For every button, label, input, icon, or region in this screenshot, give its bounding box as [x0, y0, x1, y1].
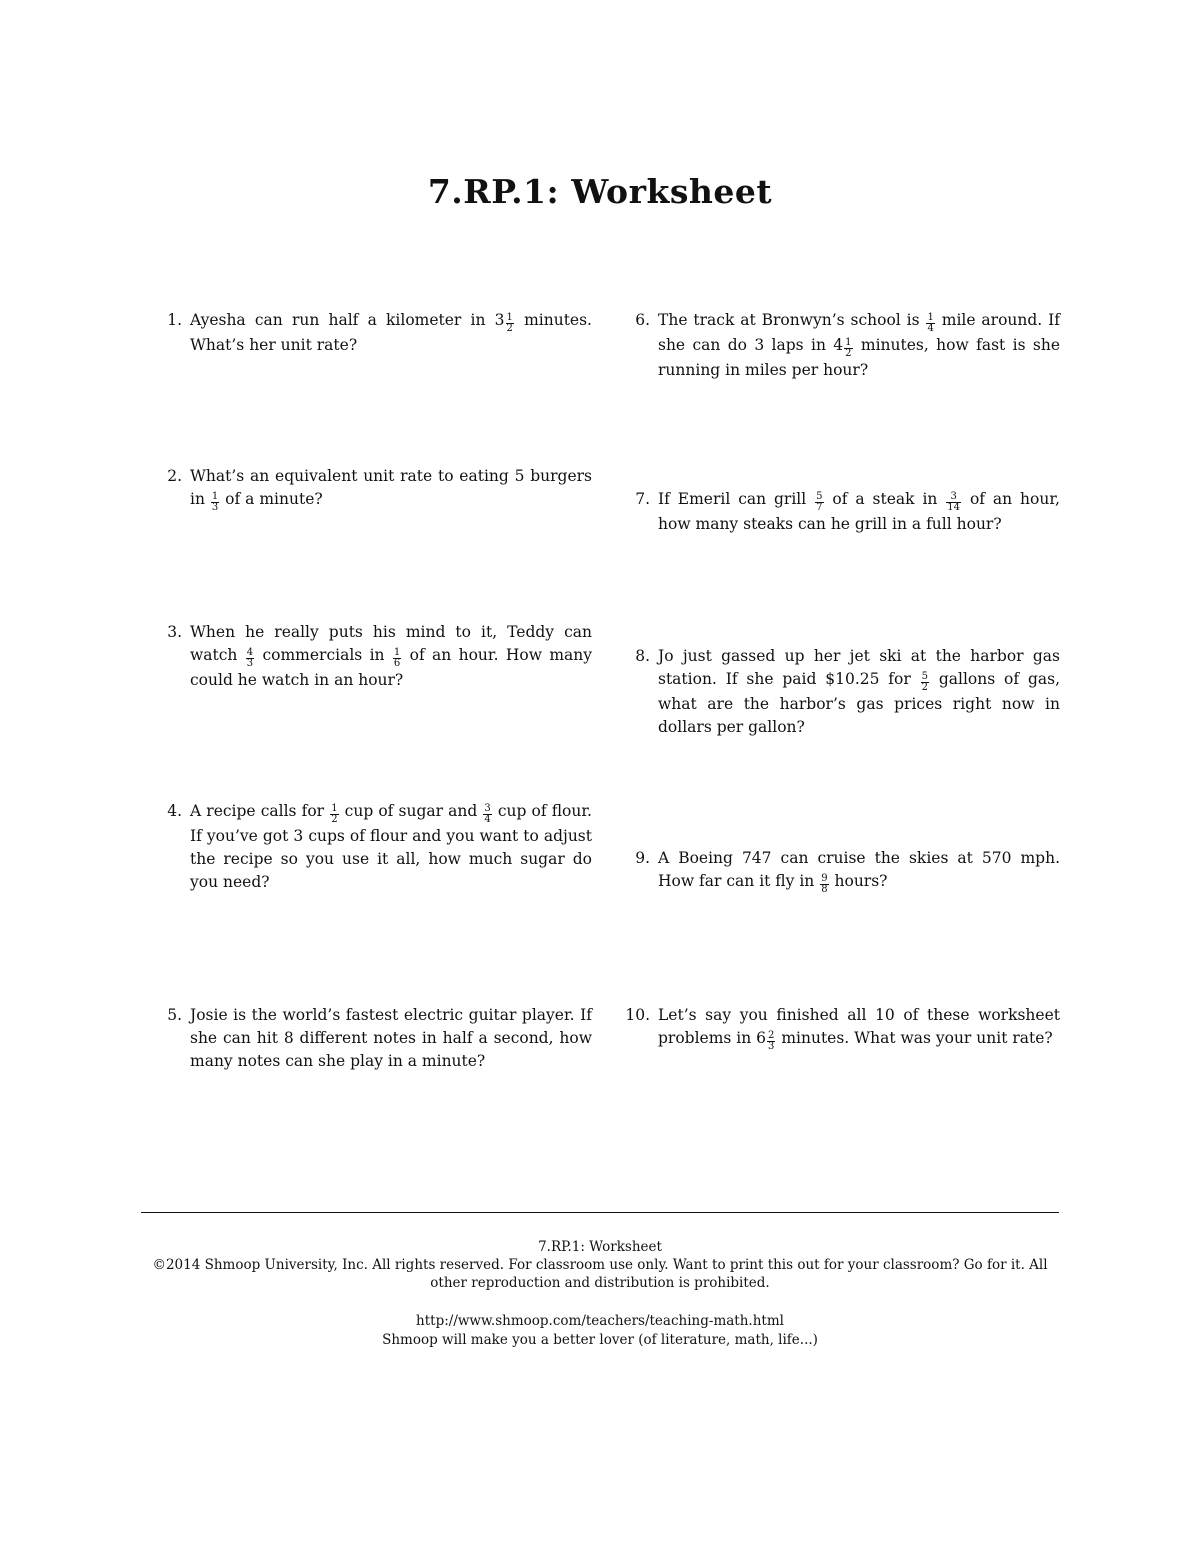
problem-text: Ayesha can run half a kilometer in 3: [190, 311, 505, 329]
problem-number: 8.: [635, 647, 650, 665]
problem-text: minutes. What was your unit rate?: [776, 1029, 1053, 1047]
fraction: $\frac{3}{14}$: [947, 491, 961, 513]
fraction: $\frac{4}{3}$: [246, 647, 254, 669]
problem-8: [635, 645, 1061, 739]
problem-text: When he really puts his mind to it, Teddy can watch: [190, 623, 592, 664]
footer-url[interactable]: http://www.shmoop.com/teachers/teaching-math.html: [416, 1313, 784, 1329]
problem-text: If Emeril can grill: [658, 490, 815, 508]
problem-number: 6.: [635, 311, 650, 329]
footer-divider: [141, 1212, 1059, 1213]
problem-3: [167, 621, 593, 692]
fraction: $\frac{2}{3}$: [768, 1030, 775, 1052]
footer-copyright: ©2014 Shmoop University, Inc. All rights reserved. For classroom use only. Want to print this out for your classroom? Go for it. All other reproduction and distribution is prohibited.: [152, 1257, 1048, 1291]
fraction: $\frac{3}{4}$: [484, 803, 491, 825]
problem-4: [167, 800, 592, 894]
footer-tagline: Shmoop will make you a better lover (of literature, math, life...): [382, 1332, 818, 1348]
problem-2: [167, 465, 592, 513]
problem-7: [635, 488, 1060, 536]
problem-number: 4.: [167, 802, 182, 820]
problem-text: gallons of gas, what are the harbor’s gas prices right now in dollars per gallon?: [658, 670, 1061, 736]
problem-text: What’s an equivalent unit rate to eating 5 burgers in: [190, 467, 592, 508]
problem-text: cup of flour. If you’ve got 3 cups of flour and you want to adjust the recipe so you use it all, how much sugar do you need?: [190, 802, 592, 891]
fraction: $\frac{5}{2}$: [921, 671, 929, 693]
problem-text: of an hour, how many steaks can he grill in a full hour?: [658, 490, 1060, 533]
fraction: $\frac{1}{6}$: [393, 647, 401, 669]
fraction: $\frac{1}{2}$: [331, 803, 338, 825]
problem-1: [167, 309, 592, 357]
fraction: $\frac{5}{7}$: [816, 491, 823, 513]
fraction: $\frac{1}{2}$: [506, 312, 513, 334]
fraction: $\frac{1}{3}$: [211, 491, 219, 513]
problem-number: 7.: [635, 490, 650, 508]
problem-text: of a minute?: [220, 490, 323, 508]
problem-number: 5.: [167, 1006, 182, 1024]
problem-text: of an hour. How many could he watch in an hour?: [190, 646, 593, 689]
problem-text: mile around. If she can do 3 laps in 4: [658, 311, 1060, 354]
page-title: 7.RP.1: Worksheet: [427, 172, 773, 211]
problem-number: 10.: [625, 1006, 650, 1024]
problem-text: The track at Bronwyn’s school is: [658, 311, 926, 329]
problem-text: hours?: [829, 872, 888, 890]
problem-number: 3.: [167, 623, 182, 641]
problem-10: [625, 1004, 1060, 1052]
problem-number: 2.: [167, 467, 182, 485]
problem-text: cup of sugar and: [339, 802, 483, 820]
problem-9: [635, 847, 1060, 895]
problem-text: minutes, how fast is she running in miles per hour?: [658, 336, 1060, 379]
problem-text: commercials in: [255, 646, 392, 664]
problem-text: A Boeing 747 can cruise the skies at 570 mph. How far can it fly in: [658, 849, 1060, 890]
fraction: $\frac{1}{4}$: [927, 312, 934, 334]
problem-text: Let’s say you finished all 10 of these worksheet problems in 6: [658, 1006, 1060, 1047]
fraction: $\frac{9}{8}$: [821, 873, 828, 895]
problem-text: Josie is the world’s fastest electric guitar player. If she can hit 8 different notes in half a second, how many notes can she play in a minute?: [190, 1006, 592, 1070]
problem-text: A recipe calls for: [190, 802, 330, 820]
problem-text: of a steak in: [824, 490, 946, 508]
problem-5: [167, 1004, 592, 1073]
problem-text: minutes. What’s her unit rate?: [190, 311, 592, 354]
problem-number: 1.: [167, 311, 182, 329]
problem-text: Jo just gassed up her jet ski at the harbor gas station. If she paid $10.25 for: [658, 647, 1060, 688]
fraction: $\frac{1}{2}$: [845, 337, 852, 359]
footer-title: 7.RP.1: Worksheet: [538, 1239, 662, 1255]
problem-6: [635, 309, 1060, 382]
problem-number: 9.: [635, 849, 650, 867]
